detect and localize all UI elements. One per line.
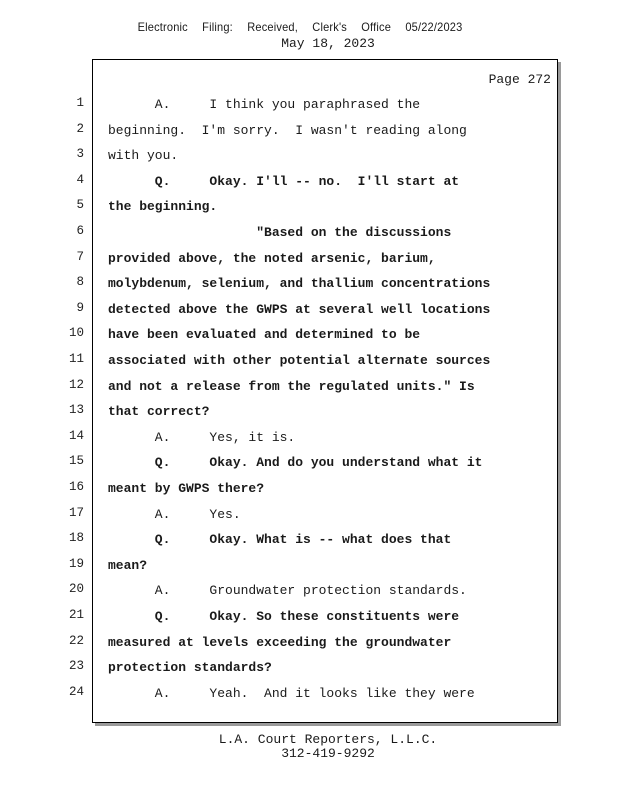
line-number: 10 (68, 326, 84, 341)
transcript-line: the beginning. (108, 199, 218, 215)
line-number: 23 (68, 659, 84, 674)
line-number: 1 (76, 96, 84, 110)
footer (0, 733, 618, 761)
line-number: 5 (76, 198, 84, 213)
line-number: 16 (68, 480, 84, 494)
stamp-word: Filing: (202, 20, 233, 34)
line-number: 6 (76, 224, 84, 238)
transcript-line: A. Yes. (108, 506, 241, 522)
stamp-word: Office (361, 20, 392, 34)
stamp-date: 05/22/2023 (405, 20, 463, 34)
transcript-line: and not a release from the regulated units." Is (108, 378, 475, 394)
line-number: 9 (76, 300, 84, 315)
transcript-line: Q. Okay. So these constituents were (108, 609, 460, 624)
deposition-date: May 18, 2023 (281, 36, 375, 51)
transcript-line: that correct? (108, 404, 210, 420)
transcript-line: "Based on the discussions (108, 225, 452, 240)
line-number: 17 (68, 505, 84, 520)
transcript-line: molybdenum, selenium, and thallium concentrations (108, 276, 491, 292)
line-number: 15 (68, 454, 84, 469)
efiling-stamp (24, 20, 576, 34)
line-number: 8 (76, 275, 84, 290)
transcript-line: A. Yes, it is. (108, 429, 296, 445)
line-number: 2 (76, 121, 84, 136)
line-number: 18 (68, 531, 84, 546)
transcript-line: provided above, the noted arsenic, barium, (108, 250, 436, 266)
line-number: 14 (68, 428, 84, 443)
transcript-line: have been evaluated and determined to be (108, 327, 421, 343)
line-number: 20 (68, 582, 84, 597)
stamp-word: Electronic (137, 20, 188, 34)
transcript-line: beginning. I'm sorry. I wasn't reading along (108, 122, 467, 138)
line-number: 13 (68, 403, 84, 418)
line-number: 24 (68, 684, 84, 699)
line-number: 7 (76, 249, 84, 264)
transcript-line: A. Yeah. And it looks like they were (108, 685, 475, 701)
transcript-line: A. Groundwater protection standards. (108, 583, 467, 599)
line-number: 22 (68, 633, 84, 648)
line-number: 21 (68, 608, 84, 622)
transcript-line: protection standards? (108, 660, 272, 676)
transcript-line: Q. Okay. And do you understand what it (108, 455, 483, 471)
reporter-company: L.A. Court Reporters, L.L.C. (218, 732, 438, 747)
transcript-line: measured at levels exceeding the groundwater (108, 634, 452, 650)
transcript-line: Q. Okay. What is -- what does that (108, 532, 452, 548)
line-number: 19 (68, 556, 84, 571)
line-number: 11 (68, 352, 84, 366)
transcript-line: A. I think you paraphrased the (108, 97, 421, 112)
line-number: 12 (68, 377, 84, 392)
stamp-word: Received, (247, 20, 298, 34)
line-number: 3 (76, 147, 84, 162)
transcript-line: with you. (108, 148, 179, 164)
line-number: 4 (76, 172, 84, 187)
transcript-line: Q. Okay. I'll -- no. I'll start at (108, 173, 460, 189)
reporter-phone: 312-419-9292 (281, 746, 375, 761)
page-number: Page 272 (488, 72, 551, 87)
stamp-word: Clerk's (312, 20, 347, 34)
transcript-line: detected above the GWPS at several well locations (108, 301, 491, 317)
transcript-line: associated with other potential alternate sources (108, 353, 491, 368)
transcript-line: meant by GWPS there? (108, 481, 265, 496)
transcript-page (92, 59, 558, 723)
transcript-line: mean? (108, 557, 148, 573)
